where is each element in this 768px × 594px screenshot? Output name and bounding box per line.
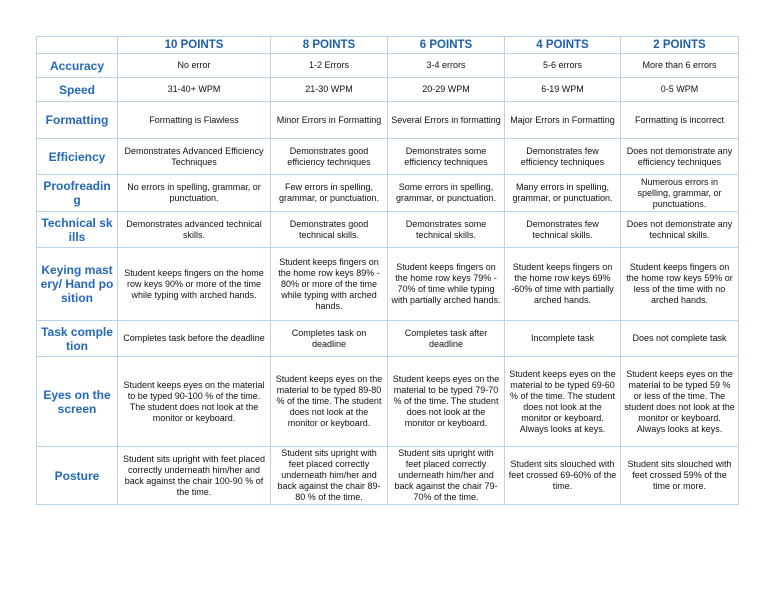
row-header: Eyes on the screen (37, 357, 118, 447)
corner-cell (37, 37, 118, 54)
criteria-cell: 5-6 errors (505, 54, 621, 78)
criteria-cell: Demonstrates few efficiency techniques (505, 139, 621, 175)
criteria-cell: Completes task on deadline (271, 321, 388, 357)
criteria-cell: Student keeps fingers on the home row keys 79% - 70% of time while typing with partially arched hands. (388, 248, 505, 321)
criteria-cell: Demonstrates few technical skills. (505, 212, 621, 248)
criteria-cell: Demonstrates good technical skills. (271, 212, 388, 248)
criteria-cell: More than 6 errors (621, 54, 739, 78)
criteria-cell: Student sits upright with feet placed correctly underneath him/her and back against the chair 89-80 % of the time. (271, 447, 388, 505)
criteria-cell: Does not demonstrate any efficiency techniques (621, 139, 739, 175)
table-row (37, 212, 739, 248)
criteria-cell: Demonstrates good efficiency techniques (271, 139, 388, 175)
header-row (37, 37, 739, 54)
criteria-cell: Student sits slouched with feet crossed 59% of the time or more. (621, 447, 739, 505)
row-header: Efficiency (37, 139, 118, 175)
criteria-cell: Student keeps fingers on the home row keys 89% - 80% or more of the time while typing with arched hands. (271, 248, 388, 321)
criteria-cell: No errors in spelling, grammar, or punctuation. (118, 175, 271, 212)
criteria-cell: Demonstrates some technical skills. (388, 212, 505, 248)
criteria-cell: Student keeps eyes on the material to be typed 79-70 % of the time. The student does not look at the monitor or keyboard. (388, 357, 505, 447)
column-header: 2 POINTS (621, 37, 739, 54)
criteria-cell: 20-29 WPM (388, 78, 505, 102)
criteria-cell: 0-5 WPM (621, 78, 739, 102)
criteria-cell: Many errors in spelling, grammar, or punctuation. (505, 175, 621, 212)
criteria-cell: Several Errors in formatting (388, 102, 505, 139)
criteria-cell: 21-30 WPM (271, 78, 388, 102)
criteria-cell: Student keeps eyes on the material to be typed 89-80 % of the time. The student does not look at the monitor or keyboard. (271, 357, 388, 447)
criteria-cell: 3-4 errors (388, 54, 505, 78)
table-row (37, 248, 739, 321)
criteria-cell: Student keeps eyes on the material to be typed 90-100 % of the time. The student does not look at the monitor or keyboard. (118, 357, 271, 447)
criteria-cell: Minor Errors in Formatting (271, 102, 388, 139)
table-row (37, 175, 739, 212)
criteria-cell: Completes task before the deadline (118, 321, 271, 357)
column-header: 4 POINTS (505, 37, 621, 54)
criteria-cell: Major Errors in Formatting (505, 102, 621, 139)
table-row (37, 321, 739, 357)
criteria-cell: Student keeps eyes on the material to be typed 59 % or less of the time. The student does not look at the monitor or keyboard. Always looks at keys. (621, 357, 739, 447)
criteria-cell: 1-2 Errors (271, 54, 388, 78)
criteria-cell: Some errors in spelling, grammar, or punctuation. (388, 175, 505, 212)
criteria-cell: Student keeps fingers on the home row keys 69% -60% of time with partially arched hands. (505, 248, 621, 321)
criteria-cell: Does not complete task (621, 321, 739, 357)
criteria-cell: Demonstrates some efficiency techniques (388, 139, 505, 175)
column-header: 6 POINTS (388, 37, 505, 54)
row-header: Speed (37, 78, 118, 102)
row-header: Keying mastery/ Hand position (37, 248, 118, 321)
criteria-cell: Does not demonstrate any technical skills. (621, 212, 739, 248)
criteria-cell: Student keeps eyes on the material to be typed 69-60 % of the time. The student does not look at the monitor or keyboard. Always looks at keys. (505, 357, 621, 447)
criteria-cell: Completes task after deadline (388, 321, 505, 357)
table-row (37, 447, 739, 505)
criteria-cell: Student sits upright with feet placed correctly underneath him/her and back against the chair 79-70% of the time. (388, 447, 505, 505)
criteria-cell: Formatting is Flawless (118, 102, 271, 139)
criteria-cell: Student sits upright with feet placed correctly underneath him/her and back against the chair 100-90 % of the time. (118, 447, 271, 505)
criteria-cell: Student keeps fingers on the home row keys 90% or more of the time while typing with arched hands. (118, 248, 271, 321)
criteria-cell: 31-40+ WPM (118, 78, 271, 102)
table-row (37, 357, 739, 447)
criteria-cell: Formatting is incorrect (621, 102, 739, 139)
column-header: 10 POINTS (118, 37, 271, 54)
table-row (37, 102, 739, 139)
rubric-table (36, 36, 739, 505)
row-header: Technical skills (37, 212, 118, 248)
row-header: Formatting (37, 102, 118, 139)
row-header: Posture (37, 447, 118, 505)
criteria-cell: No error (118, 54, 271, 78)
table-row (37, 78, 739, 102)
criteria-cell: Student sits slouched with feet crossed 69-60% of the time. (505, 447, 621, 505)
rubric-body (37, 54, 739, 505)
criteria-cell: Student keeps fingers on the home row keys 59% or less of the time with no arched hands. (621, 248, 739, 321)
column-header: 8 POINTS (271, 37, 388, 54)
row-header: Task completion (37, 321, 118, 357)
criteria-cell: 6-19 WPM (505, 78, 621, 102)
criteria-cell: Incomplete task (505, 321, 621, 357)
criteria-cell: Demonstrates Advanced Efficiency Techniques (118, 139, 271, 175)
row-header: Accuracy (37, 54, 118, 78)
table-row (37, 139, 739, 175)
criteria-cell: Few errors in spelling, grammar, or punctuation. (271, 175, 388, 212)
table-row (37, 54, 739, 78)
criteria-cell: Numerous errors in spelling, grammar, or punctuations. (621, 175, 739, 212)
criteria-cell: Demonstrates advanced technical skills. (118, 212, 271, 248)
row-header: Proofreading (37, 175, 118, 212)
